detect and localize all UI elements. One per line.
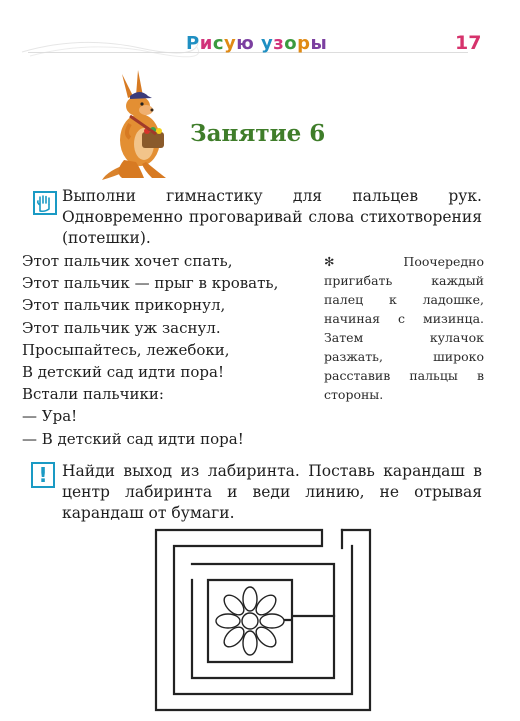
kangaroo-illustration xyxy=(100,68,180,183)
title-letter: Р xyxy=(186,33,200,54)
poem-line: Встали пальчики: xyxy=(22,385,164,404)
title-letter: ю xyxy=(236,33,255,54)
poem-line: В детский сад идти пора! xyxy=(22,363,224,382)
section-title xyxy=(186,33,327,54)
title-letter: ы xyxy=(310,33,328,54)
poem-line: Этот пальчик хочет спать, xyxy=(22,252,233,270)
task1-instruction: Выполни гимнастику для пальцев рук. Одновременно проговаривай слова стихотворения (потешки). xyxy=(62,187,482,247)
flower-icon xyxy=(216,587,284,655)
poem-line: Этот пальчик — прыг в кровать, xyxy=(22,274,279,293)
title-letter xyxy=(254,33,261,54)
title-letter: о xyxy=(284,33,298,54)
decorative-lines xyxy=(20,30,200,60)
exclamation-icon: ! xyxy=(31,462,55,488)
poem-line: Просыпайтесь, лежебоки, xyxy=(22,340,230,359)
poem xyxy=(22,250,322,450)
maze xyxy=(152,528,374,713)
poem-line: — Ура! xyxy=(22,407,78,426)
poem-line: Этот пальчик прикорнул, xyxy=(22,296,226,315)
hand-icon xyxy=(33,191,57,215)
poem-line: Этот пальчик уж заснул. xyxy=(22,318,221,337)
exercise-note: ✻ Поочередно пригибать каждый палец к ладошке, начиная с мизинца. Затем кулачок разжать, широко расставив пальцы в стороны. xyxy=(324,254,484,402)
title-letter: з xyxy=(273,33,285,54)
task2-instruction: Найди выход из лабиринта. Поставь карандаш в центр лабиринта и веди линию, не отрывая карандаш от бумаги. xyxy=(62,462,482,522)
title-letter: у xyxy=(224,33,237,54)
title-letter: и xyxy=(199,33,213,54)
title-letter: с xyxy=(212,33,224,54)
poem-line: — В детский сад идти пора! xyxy=(22,429,244,448)
page-number: 17 xyxy=(455,32,482,54)
title-letter: у xyxy=(261,33,274,54)
title-letter: р xyxy=(297,33,311,54)
lesson-title: Занятие 6 xyxy=(190,120,326,147)
